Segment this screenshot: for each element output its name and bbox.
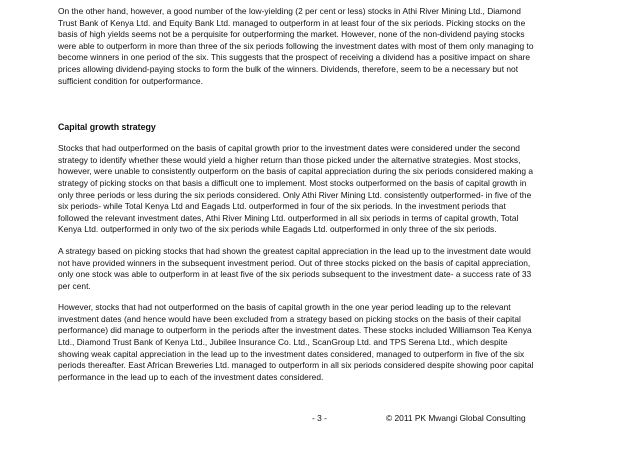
document-page <box>58 6 586 383</box>
paragraph-dividends-conclusion: On the other hand, however, a good number of the low-yielding (2 per cent or less) stocks in Athi River Mining Ltd., Diamond Trust Bank of Kenya Ltd. and Equity Bank Ltd. managed to outperform in at least four of the six periods. Picking stocks on the basis of high yields seems not be a perquisite for outperforming the market. However, none of the non-dividend paying stocks were able to outperform in more than three of the six periods following the investment dates with most of them only managing to become winners in one period of the six. This suggests that the prospect of receiving a dividend has a positive impact on share prices allowing dividend-paying stocks to form the bulk of the winners. Dividends, therefore, seem to be a necessary but not sufficient condition for outperformance. <box>58 6 534 86</box>
section-heading-capital-growth: Capital growth strategy <box>58 122 156 133</box>
page-number: - 3 - <box>312 413 327 423</box>
copyright-notice: © 2011 PK Mwangi Global Consulting <box>386 413 526 423</box>
paragraph-non-outperformers: However, stocks that had not outperformed on the basis of capital growth in the one year period leading up to the relevant investment dates (and hence would have been excluded from a strategy based on picking stocks on the basis of their capital performance) did manage to outperform in the periods after the investment dates. These stocks included Williamson Tea Kenya Ltd., Diamond Trust Bank of Kenya Ltd., Jubilee Insurance Co. Ltd., ScanGroup Ltd. and TPS Serena Ltd., which despite showing weak capital appreciation in the lead up to the investment dates considered, managed to outperform in five of the six periods thereafter. East African Breweries Ltd. managed to outperform in all six periods considered despite showing poor capital performance in the lead up to each of the investment dates considered. <box>58 302 534 382</box>
paragraph-capital-appreciation-strategy: A strategy based on picking stocks that had shown the greatest capital appreciation in the lead up to the investment date would not have provided winners in the subsequent investment period. Out of three stocks picked on the basis of capital appreciation, only one stock was able to outperform in at least five of the six periods subsequent to the investment date- a success rate of 33 per cent. <box>58 245 532 291</box>
paragraph-capital-growth-intro: Stocks that had outperformed on the basis of capital growth prior to the investment dates were considered under the second strategy to identify whether these would yield a higher return than those picked under the alternative strategies. Most stocks, however, were unable to consistently outperform on the basis of capital appreciation during the six periods considered making a strategy of picking stocks on that basis a difficult one to implement. Most stocks outperformed on the basis of capital growth in only three periods or less during the six periods considered. Only Athi River Mining Ltd. consistently outperformed- in five of the six periods- while Total Kenya Ltd and Eagads Ltd. outperformed in four of the six periods. In the investment periods that followed the relevant investment dates, Athi River Mining Ltd. outperformed in all six periods in terms of capital growth, Total Kenya Ltd. outperformed in only two of the six periods while Eagads Ltd. outperformed in only three of the six periods. <box>58 143 534 235</box>
